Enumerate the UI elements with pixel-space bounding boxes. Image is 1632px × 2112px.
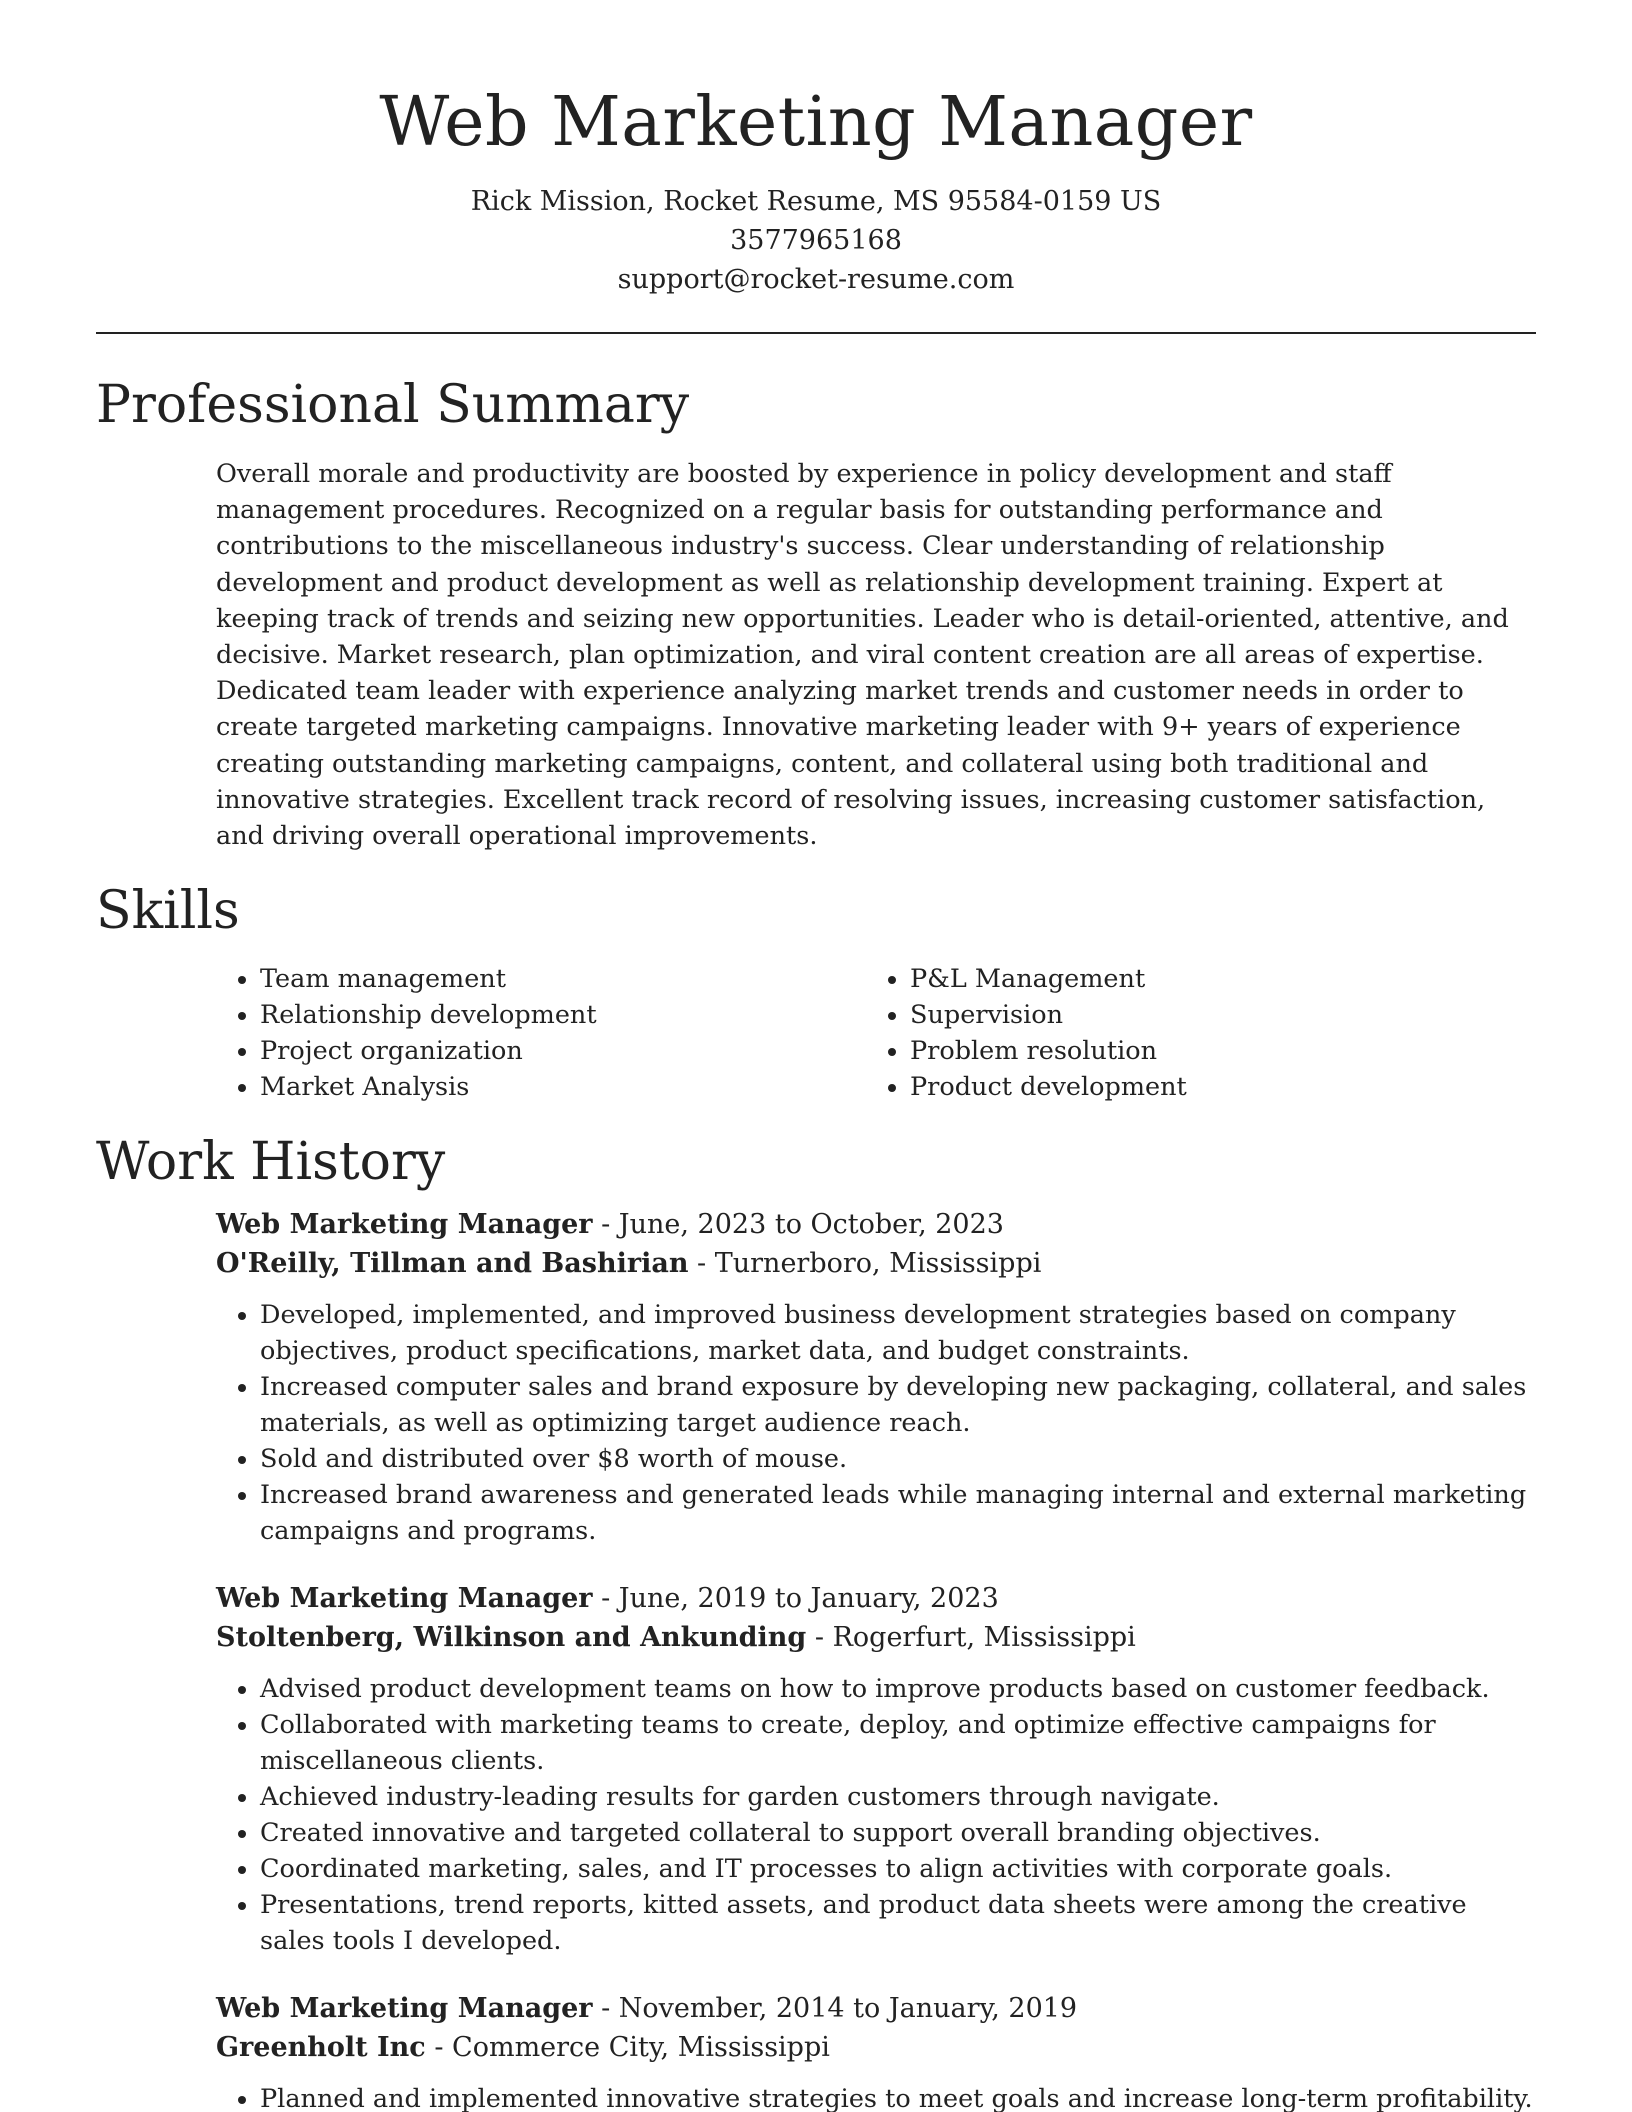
job-bullets [216, 2081, 1536, 2112]
job-bullet: • Advised product development teams on how to improve products based on customer feedback. [260, 1671, 1536, 1707]
job-bullet: • Sold and distributed over $8 worth of mouse. [260, 1441, 1536, 1477]
skills-column-right [866, 961, 1516, 1105]
job-bullet: • Developed, implemented, and improved business development strategies based on company objectives, product specifications, market data, and budget constraints. [260, 1297, 1536, 1369]
separator: - [425, 2032, 453, 2063]
header-divider [96, 332, 1536, 334]
job-entry [216, 1989, 1536, 2112]
job-dates: November, 2014 to January, 2019 [618, 1993, 1078, 2024]
address: Rick Mission, Rocket Resume, MS 95584-0159 US [470, 185, 1162, 217]
job-location: Turnerboro, Mississippi [714, 1248, 1042, 1279]
job-role: Web Marketing Manager [216, 1583, 593, 1614]
job-bullet: • Coordinated marketing, sales, and IT processes to align activities with corporate goals. [260, 1851, 1536, 1887]
separator: - [592, 1993, 619, 2024]
job-bullet: • Collaborated with marketing teams to create, deploy, and optimize effective campaigns for miscellaneous clients. [260, 1707, 1536, 1779]
skill-item: • Team management [260, 961, 866, 997]
summary-heading: Professional Summary [96, 374, 690, 435]
skill-item: • Relationship development [260, 997, 866, 1033]
job-company-line [216, 1618, 1536, 1657]
skill-item: • Market Analysis [260, 1069, 866, 1105]
job-bullet: • Created innovative and targeted collateral to support overall branding objectives. [260, 1815, 1536, 1851]
job-bullet: • Planned and implemented innovative strategies to meet goals and increase long-term profitability. [260, 2081, 1536, 2112]
job-role: Web Marketing Manager [216, 1993, 593, 2024]
skills-list [216, 961, 1536, 1105]
job-location: Rogerfurt, Mississippi [832, 1622, 1136, 1653]
job-company: O'Reilly, Tillman and Bashirian [216, 1248, 689, 1279]
job-bullet: • Increased computer sales and brand exposure by developing new packaging, collateral, and sales materials, as well as optimizing target audience reach. [260, 1369, 1536, 1441]
skill-item: • P&L Management [910, 961, 1516, 997]
separator: - [592, 1209, 619, 1240]
job-location: Commerce City, Mississippi [452, 2032, 830, 2063]
job-company-line [216, 2028, 1536, 2067]
skill-item: • Project organization [260, 1033, 866, 1069]
separator: - [688, 1248, 715, 1279]
skills-column-left [216, 961, 866, 1105]
work-history-heading: Work History [96, 1131, 446, 1192]
job-company-line [216, 1244, 1536, 1283]
job-bullet: • Increased brand awareness and generated leads while managing internal and external marketing campaigns and programs. [260, 1477, 1536, 1549]
job-bullet: • Presentations, trend reports, kitted assets, and product data sheets were among the creative sales tools I developed. [260, 1887, 1536, 1959]
job-title-line [216, 1205, 1536, 1244]
summary-text: Overall morale and productivity are boosted by experience in policy development and staff management procedures. Recognized on a regular basis for outstanding performance and contributions to the miscellaneous industry's success. Clear understanding of relationship development and product development as well as relationship development training. Expert at keeping track of trends and seizing new opportunities. Leader who is detail-oriented, attentive, and decisive. Market research, plan optimization, and viral content creation are all areas of expertise. Dedicated team leader with experience analyzing market trends and customer needs in order to create targeted marketing campaigns. Innovative marketing leader with 9+ years of experience creating outstanding marketing campaigns, content, and collateral using both traditional and innovative strategies. Excellent track record of resolving issues, increasing customer satisfaction, and driving overall operational improvements. [216, 458, 1509, 852]
contact-info [0, 182, 1632, 299]
job-role: Web Marketing Manager [216, 1209, 593, 1240]
resume-title: Web Marketing Manager [379, 83, 1253, 162]
job-dates: June, 2023 to October, 2023 [618, 1209, 1004, 1240]
job-company: Greenholt Inc [216, 2032, 426, 2063]
job-entry [216, 1579, 1536, 1959]
skill-item: • Supervision [910, 997, 1516, 1033]
email: support@rocket-resume.com [617, 263, 1015, 295]
job-dates: June, 2019 to January, 2023 [618, 1583, 999, 1614]
resume-header [0, 0, 1632, 299]
skills-heading: Skills [96, 881, 240, 942]
job-bullet: • Achieved industry-leading results for garden customers through navigate. [260, 1779, 1536, 1815]
separator: - [806, 1622, 833, 1653]
job-bullets [216, 1671, 1536, 1959]
job-title-line [216, 1989, 1536, 2028]
skill-item: • Product development [910, 1069, 1516, 1105]
job-title-line [216, 1579, 1536, 1618]
phone: 3577965168 [730, 224, 902, 256]
skill-item: • Problem resolution [910, 1033, 1516, 1069]
job-company: Stoltenberg, Wilkinson and Ankunding [216, 1622, 807, 1653]
job-entry [216, 1205, 1536, 1549]
separator: - [592, 1583, 619, 1614]
job-bullets [216, 1297, 1536, 1549]
